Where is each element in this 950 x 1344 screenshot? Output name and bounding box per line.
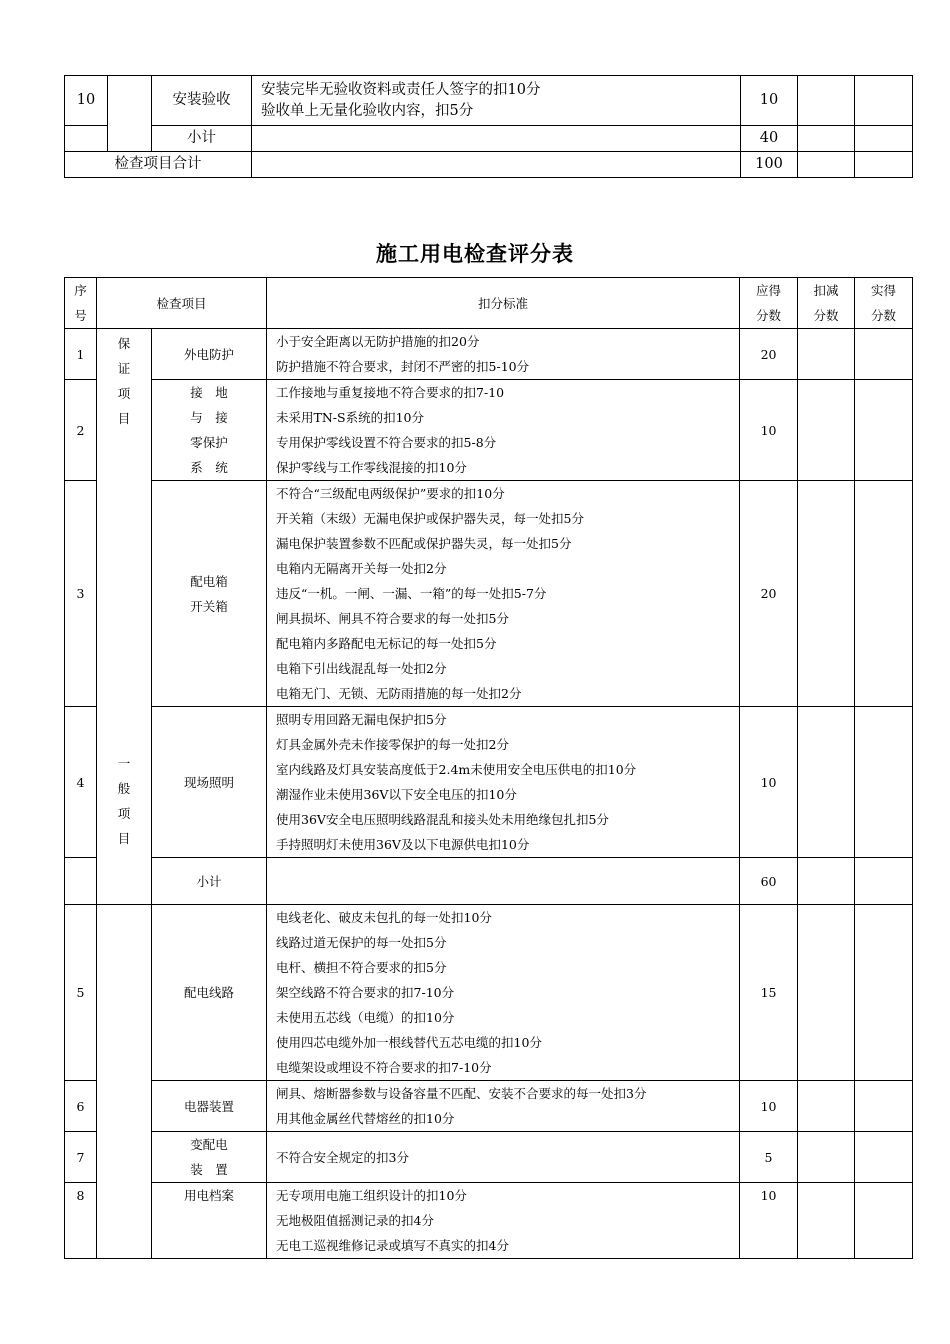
deducted-score-cell[interactable] [798, 1183, 855, 1259]
actual-score-cell[interactable] [855, 1183, 913, 1259]
subtotal-score: 60 [740, 858, 798, 905]
table-row [65, 380, 913, 481]
deducted-score-cell[interactable] [798, 858, 855, 905]
check-item: 用电档案 [152, 1183, 267, 1259]
table-row [65, 707, 913, 858]
due-score: 10 [740, 1081, 798, 1132]
due-score: 10 [740, 707, 798, 858]
electricity-inspection-score-table [64, 277, 913, 1259]
actual-score-cell[interactable] [855, 76, 913, 126]
actual-score-cell[interactable] [855, 1081, 913, 1132]
total-label: 检查项目合计 [65, 152, 252, 178]
check-item: 电器装置 [152, 1081, 267, 1132]
due-score: 5 [740, 1132, 798, 1183]
check-item: 安装验收 [152, 76, 252, 126]
deduction-criteria: 小于安全距离以无防护措施的扣20分 防护措施不符合要求，封闭不严密的扣5-10分 [267, 329, 740, 380]
actual-score-cell[interactable] [855, 126, 913, 152]
actual-score-cell[interactable] [855, 481, 913, 707]
table-row [65, 1081, 913, 1132]
category-general: 一 般 项 目 [117, 756, 131, 846]
table-row [65, 905, 913, 1081]
row-number: 6 [65, 1081, 97, 1132]
subtotal-label: 小计 [152, 126, 252, 152]
header-due-score: 应得 分数 [740, 278, 798, 329]
row-number: 1 [65, 329, 97, 380]
table-row [65, 1132, 913, 1183]
actual-score-cell[interactable] [855, 858, 913, 905]
actual-score-cell[interactable] [855, 380, 913, 481]
deducted-score-cell[interactable] [798, 1081, 855, 1132]
deduction-criteria: 工作接地与重复接地不符合要求的扣7-10 未采用TN-S系统的扣10分 专用保护零线设置不符合要求的扣5-8分 保护零线与工作零线混接的扣10分 [267, 380, 740, 481]
category-guarantee: 保 证 项 目 [117, 336, 131, 426]
deduction-criteria: 闸具、熔断器参数与设备容量不匹配、安装不合要求的每一处扣3分 用其他金属丝代替熔丝的扣10分 [267, 1081, 740, 1132]
header-criteria: 扣分标准 [267, 278, 740, 329]
deduction-criteria: 安装完毕无验收资料或责任人签字的扣10分 验收单上无量化验收内容，扣5分 [252, 76, 741, 126]
due-score: 10 [740, 380, 798, 481]
category-column-guarantee-general [97, 329, 152, 905]
table-row [65, 481, 913, 707]
check-item: 变配电 装 置 [152, 1132, 267, 1183]
total-row [65, 152, 913, 178]
subtotal-row [65, 126, 913, 152]
due-score: 20 [740, 329, 798, 380]
due-score: 10 [741, 76, 798, 126]
actual-score-cell[interactable] [855, 329, 913, 380]
row-number: 7 [65, 1132, 97, 1183]
category-cell [97, 905, 152, 1259]
deducted-score-cell[interactable] [798, 76, 855, 126]
subtotal-row [65, 858, 913, 905]
deducted-score-cell[interactable] [798, 707, 855, 858]
deducted-score-cell[interactable] [798, 481, 855, 707]
check-item: 配电线路 [152, 905, 267, 1081]
subtotal-label: 小计 [152, 858, 267, 905]
header-deducted-score: 扣减 分数 [798, 278, 855, 329]
table-row [65, 329, 913, 380]
actual-score-cell[interactable] [855, 1132, 913, 1183]
previous-score-table [64, 75, 913, 178]
subtotal-score: 40 [741, 126, 798, 152]
table-row [65, 1183, 913, 1259]
deduction-criteria: 不符合“三级配电两级保护”要求的扣10分 开关箱（末级）无漏电保护或保护器失灵，每一处扣5分 漏电保护装置参数不匹配或保护器失灵，每一处扣5分 电箱内无隔离开关每一处扣2分 违反“一机。一闸、一漏、一箱”的每一处扣5-7分 闸具损坏、闸具不符合要求的每一处扣5分 配电箱内多路配电无标记的每一处扣5分 电箱下引出线混乱每一处扣2分 电箱无门、无锁、无防雨措施的每一处扣2分 [267, 481, 740, 707]
actual-score-cell[interactable] [855, 707, 913, 858]
check-item: 接 地 与 接 零保护 系 统 [152, 380, 267, 481]
check-item: 配电箱 开关箱 [152, 481, 267, 707]
table-row [65, 76, 913, 126]
check-item: 现场照明 [152, 707, 267, 858]
deducted-score-cell[interactable] [798, 126, 855, 152]
actual-score-cell[interactable] [855, 152, 913, 178]
check-item: 外电防护 [152, 329, 267, 380]
deducted-score-cell[interactable] [798, 905, 855, 1081]
row-number: 8 [65, 1183, 97, 1259]
page-title: 施工用电检查评分表 [376, 242, 574, 266]
deduction-criteria: 无专项用电施工组织设计的扣10分 无地极阻值摇测记录的扣4分 无电工巡视维修记录或填写不真实的扣4分 [267, 1183, 740, 1259]
deduction-criteria: 电线老化、破皮未包扎的每一处扣10分 线路过道无保护的每一处扣5分 电杆、横担不符合要求的扣5分 架空线路不符合要求的扣7-10分 未使用五芯线（电缆）的扣10分 使用四芯电缆外加一根线替代五芯电缆的扣10分 电缆架设或埋设不符合要求的扣7-10分 [267, 905, 740, 1081]
header-no: 序 号 [65, 278, 97, 329]
deducted-score-cell[interactable] [798, 329, 855, 380]
header-item: 检查项目 [97, 278, 267, 329]
due-score: 10 [740, 1183, 798, 1259]
total-score: 100 [741, 152, 798, 178]
deducted-score-cell[interactable] [798, 1132, 855, 1183]
actual-score-cell[interactable] [855, 905, 913, 1081]
row-number: 10 [65, 76, 108, 126]
row-number: 4 [65, 707, 97, 858]
category-cell [108, 76, 152, 152]
header-actual-score: 实得 分数 [855, 278, 913, 329]
deduction-criteria: 不符合安全规定的扣3分 [267, 1132, 740, 1183]
deducted-score-cell[interactable] [798, 380, 855, 481]
row-number: 3 [65, 481, 97, 707]
table-header [65, 278, 913, 329]
row-number: 2 [65, 380, 97, 481]
row-number: 5 [65, 905, 97, 1081]
due-score: 20 [740, 481, 798, 707]
due-score: 15 [740, 905, 798, 1081]
deducted-score-cell[interactable] [798, 152, 855, 178]
deduction-criteria: 照明专用回路无漏电保护扣5分 灯具金属外壳未作接零保护的每一处扣2分 室内线路及灯具安装高度低于2.4m未使用安全电压供电的扣10分 潮湿作业未使用36V以下安全电压的扣10分 使用36V安全电压照明线路混乱和接头处未用绝缘包扎扣5分 手持照明灯未使用36V及以下电源供电扣10分 [267, 707, 740, 858]
